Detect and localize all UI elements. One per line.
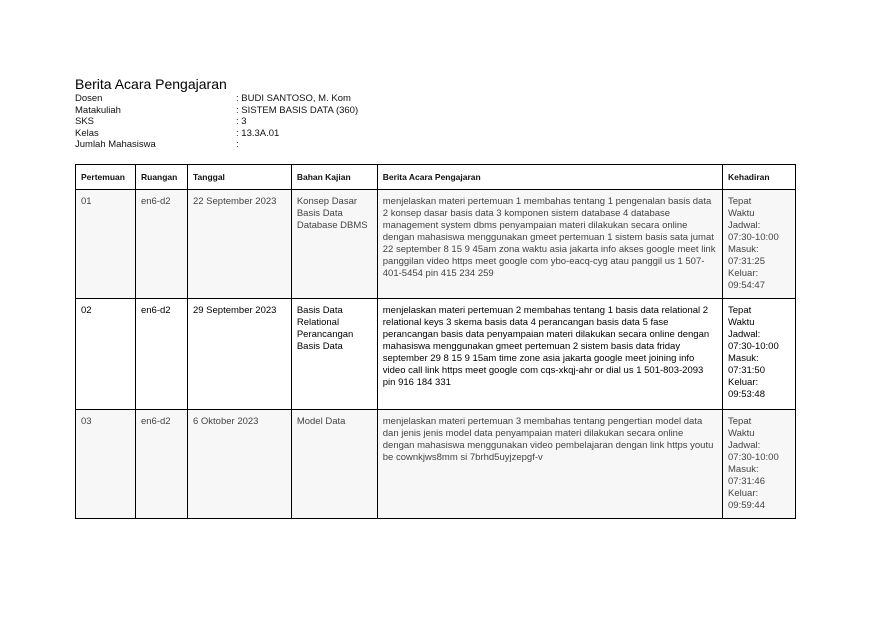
kehadiran-line: Jadwal: [728,440,761,451]
meta-label: Kelas [75,127,99,139]
cell-tanggal: 22 September 2023 [187,190,291,299]
cell-ruangan: en6-d2 [135,410,187,519]
kehadiran-line: Keluar: [728,268,759,279]
cell-tanggal: 6 Oktober 2023 [187,410,291,519]
meta-row-jumlah-mahasiswa [75,139,358,151]
cell-pertemuan: 03 [76,410,136,519]
cell-berita-acara: menjelaskan materi pertemuan 2 membahas tentang 1 basis data relational 2 relational keys 3 skema basis data 4 perancangan basis data 5 fase perancangan basis data penyampaian materi dilakukan secara online dengan mahasiswa menggunakan gmeet pertemuan 2 sistem basis data friday september 29 8 15 9 15am time zone asia jakarta google meet joining info video call link https meet google com cqs-xkqj-ahr or dial us 1 501-803-2093 pin 916 184 331 [377,299,722,410]
cell-berita-acara: menjelaskan materi pertemuan 1 membahas tentang 1 pengenalan basis data 2 konsep dasar basis data 3 komponen sistem database 4 database management system dbms penyampaian materi dilakukan secara online dengan mahasiswa menggunakan gmeet pertemuan 1 sistem basis sata jumat 22 september 8 15 9 45am zona waktu asia jakarta info akses google meet link panggilan video https meet google com ybo-eacq-cyg atau panggil us 1 507-401-5454 pin 415 234 259 [377,190,722,299]
meta-label: Matakuliah [75,104,121,116]
meta-info [75,93,358,151]
meta-row-matakuliah [75,105,358,117]
teaching-record-table [75,164,796,519]
kehadiran-line: Jadwal: [728,329,761,340]
kehadiran-line: 09:53:48 [728,389,765,400]
kehadiran-line: Masuk: [728,464,759,475]
header-ruangan: Ruangan [135,165,187,190]
cell-pertemuan: 02 [76,299,136,410]
cell-berita-acara: menjelaskan materi pertemuan 3 membahas tentang pengertian model data dan jenis jenis model data penyampaian materi dilakukan secara online dengan mahasiswa menggunakan video pembelajaran dengan link https youtu be cownkjws8mm si 7brhd5uyjzepgf-v [377,410,722,519]
kehadiran-line: Tepat [728,196,752,207]
kehadiran-line: Masuk: [728,244,759,255]
cell-tanggal: 29 September 2023 [187,299,291,410]
kehadiran-line: 07:30-10:00 [728,452,779,463]
meta-value: : 3 [236,116,247,128]
document-title: Berita Acara Pengajaran [75,76,227,92]
meta-value: : 13.3A.01 [236,128,279,140]
meta-row-kelas [75,128,358,140]
header-bahan-kajian: Bahan Kajian [291,165,377,190]
meta-label: SKS [75,116,95,127]
meta-label: Jumlah Mahasiswa [75,139,156,150]
cell-kehadiran [723,299,796,410]
meta-value [236,139,239,151]
kehadiran-line: Masuk: [728,353,759,364]
kehadiran-line: Jadwal: [728,220,761,231]
header-berita-acara: Berita Acara Pengajaran [377,165,722,190]
kehadiran-line: 07:31:46 [728,476,765,487]
table-row [76,190,796,299]
meta-row-dosen [75,93,358,105]
kehadiran-line: Keluar: [728,488,759,499]
header-kehadiran: Kehadiran [723,165,796,190]
header-tanggal: Tanggal [187,165,291,190]
kehadiran-line: 09:59:44 [728,500,765,511]
kehadiran-line: Waktu [728,317,755,328]
cell-kehadiran [723,410,796,519]
meta-label: Dosen [75,93,103,104]
cell-ruangan: en6-d2 [135,190,187,299]
meta-value: : BUDI SANTOSO, M. Kom [236,93,351,105]
kehadiran-line: 07:31:25 [728,256,765,267]
table-header-row [76,165,796,190]
cell-pertemuan: 01 [76,190,136,299]
cell-kehadiran [723,190,796,299]
cell-bahan-kajian: Model Data [291,410,377,519]
kehadiran-line: Keluar: [728,377,759,388]
kehadiran-line: 07:30-10:00 [728,232,779,243]
table-row [76,299,796,410]
cell-bahan-kajian: Konsep Dasar Basis Data Database DBMS [291,190,377,299]
kehadiran-line: 07:31:50 [728,365,765,376]
kehadiran-line: Waktu [728,428,755,439]
kehadiran-line: Tepat [728,416,752,427]
header-pertemuan: Pertemuan [76,165,136,190]
cell-ruangan: en6-d2 [135,299,187,410]
table-row [76,410,796,519]
meta-value: : SISTEM BASIS DATA (360) [236,105,358,117]
kehadiran-line: Tepat [728,305,752,316]
kehadiran-line: 09:54:47 [728,280,765,291]
kehadiran-line: 07:30-10:00 [728,341,779,352]
meta-row-sks [75,116,358,128]
kehadiran-line: Waktu [728,208,755,219]
cell-bahan-kajian: Basis Data Relational Perancangan Basis Data [291,299,377,410]
